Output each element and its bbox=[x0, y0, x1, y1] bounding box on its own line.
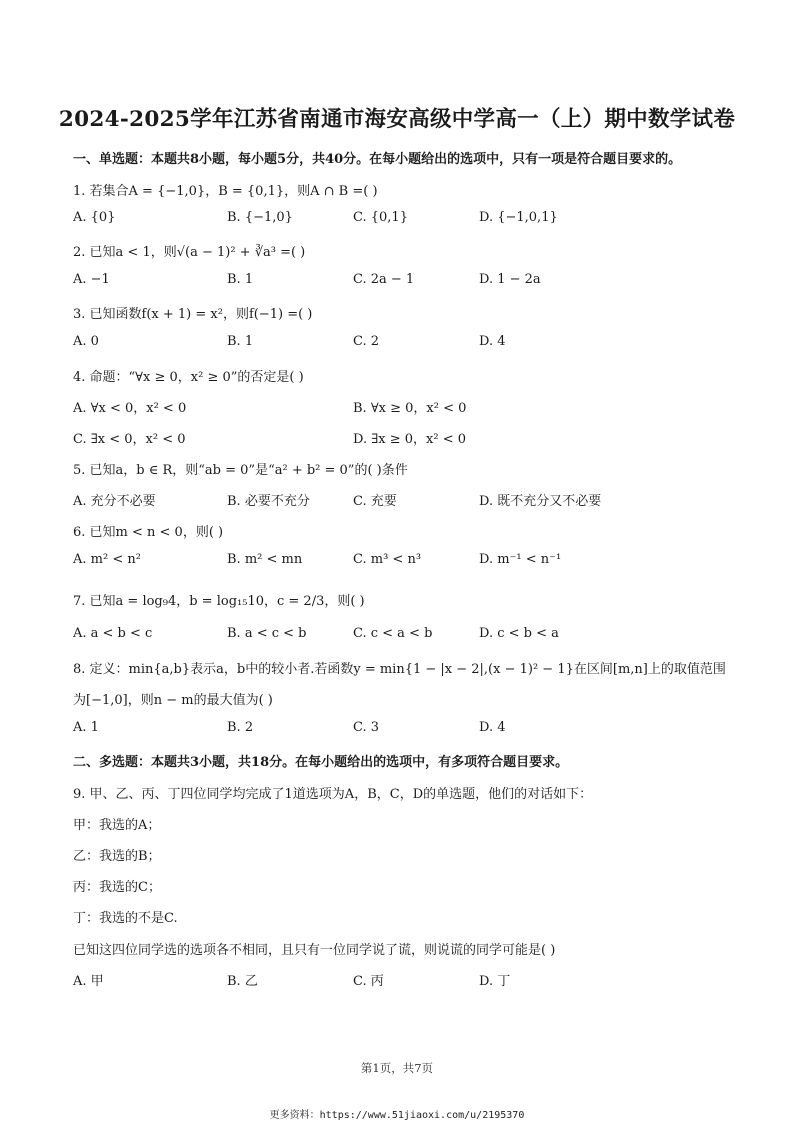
question-4-option-a: A. ∀x < 0，x² < 0 bbox=[73, 401, 187, 416]
question-9-jia-statement: 甲：我选的A； bbox=[73, 818, 161, 833]
question-5-option-d: D. 既不充分又不必要 bbox=[479, 494, 602, 509]
question-3-option-a: A. 0 bbox=[73, 334, 99, 349]
question-3-stem: 3. 已知函数f(x + 1) = x²，则f(−1) =( ) bbox=[73, 307, 313, 322]
section-single-choice-header: 一、单选题：本题共8小题，每小题5分，共40分。在每小题给出的选项中，只有一项是符合题目要求的。 bbox=[73, 152, 682, 167]
question-8-option-a: A. 1 bbox=[73, 720, 99, 735]
more-resources-link[interactable]: 更多资料：https://www.51jiaoxi.com/u/2195370 bbox=[269, 1110, 525, 1121]
question-1-option-a: A. {0} bbox=[73, 210, 116, 225]
question-9-ding-statement: 丁：我选的不是C. bbox=[73, 911, 178, 926]
question-3-option-b: B. 1 bbox=[227, 334, 254, 349]
question-9-question: 已知这四位同学选的选项各不相同，且只有一位同学说了谎，则说谎的同学可能是( ) bbox=[73, 943, 556, 958]
question-4-option-c: C. ∃x < 0，x² < 0 bbox=[73, 432, 186, 447]
question-8-option-d: D. 4 bbox=[479, 720, 506, 735]
question-3-option-c: C. 2 bbox=[353, 334, 380, 349]
page-number-footer: 第1页，共7页 bbox=[360, 1061, 434, 1075]
question-5-option-c: C. 充要 bbox=[353, 494, 397, 509]
question-9-option-c: C. 丙 bbox=[353, 974, 384, 989]
question-6-option-a: A. m² < n² bbox=[73, 552, 141, 567]
question-7-option-b: B. a < c < b bbox=[227, 626, 307, 641]
question-6-option-d: D. m⁻¹ < n⁻¹ bbox=[479, 552, 562, 567]
exam-title: 2024-2025学年江苏省南通市海安高级中学高一（上）期中数学试卷 bbox=[58, 107, 736, 132]
question-5-option-b: B. 必要不充分 bbox=[227, 494, 310, 509]
section-multiple-choice-header: 二、多选题：本题共3小题，共18分。在每小题给出的选项中，有多项符合题目要求。 bbox=[73, 755, 569, 770]
question-8-stem-line-2: 为[−1,0]，则n − m的最大值为( ) bbox=[73, 693, 273, 708]
question-7-option-a: A. a < b < c bbox=[73, 626, 153, 641]
question-2-option-d: D. 1 − 2a bbox=[479, 272, 541, 287]
question-9-stem: 9. 甲、乙、丙、丁四位同学均完成了1道选项为A，B，C，D的单选题，他们的对话如下： bbox=[73, 787, 593, 802]
question-2-option-a: A. −1 bbox=[73, 272, 110, 287]
question-6-option-c: C. m³ < n³ bbox=[353, 552, 422, 567]
question-8-option-b: B. 2 bbox=[227, 720, 254, 735]
question-1-option-c: C. {0,1} bbox=[353, 210, 408, 225]
question-9-bing-statement: 丙：我选的C； bbox=[73, 880, 161, 895]
question-2-option-c: C. 2a − 1 bbox=[353, 272, 415, 287]
question-2-option-b: B. 1 bbox=[227, 272, 254, 287]
question-4-stem: 4. 命题：“∀x ≥ 0，x² ≥ 0”的否定是( ) bbox=[73, 370, 304, 385]
question-4-option-d: D. ∃x ≥ 0，x² < 0 bbox=[353, 432, 467, 447]
question-1-option-d: D. {−1,0,1} bbox=[479, 210, 558, 225]
question-5-stem: 5. 已知a，b ∈ R，则“ab = 0”是“a² + b² = 0”的( )条件 bbox=[73, 463, 408, 478]
question-7-stem: 7. 已知a = log₉4，b = log₁₅10，c = 2/3，则( ) bbox=[73, 594, 365, 609]
question-8-option-c: C. 3 bbox=[353, 720, 380, 735]
question-9-yi-statement: 乙：我选的B； bbox=[73, 849, 161, 864]
question-7-option-d: D. c < b < a bbox=[479, 626, 559, 641]
question-6-stem: 6. 已知m < n < 0，则( ) bbox=[73, 525, 224, 540]
question-6-option-b: B. m² < mn bbox=[227, 552, 303, 567]
question-3-option-d: D. 4 bbox=[479, 334, 506, 349]
question-9-option-b: B. 乙 bbox=[227, 974, 258, 989]
question-1-option-b: B. {−1,0} bbox=[227, 210, 293, 225]
question-1-stem: 1. 若集合A = {−1,0}，B = {0,1}，则A ∩ B =( ) bbox=[73, 184, 378, 199]
question-8-stem-line-1: 8. 定义：min{a,b}表示a，b中的较小者.若函数y = min{1 − |x − 2|,(x − 1)² − 1}在区间[m,n]上的取值范围 bbox=[73, 662, 726, 677]
question-5-option-a: A. 充分不必要 bbox=[73, 494, 156, 509]
question-9-option-a: A. 甲 bbox=[73, 974, 104, 989]
question-7-option-c: C. c < a < b bbox=[353, 626, 433, 641]
question-2-stem: 2. 已知a < 1，则√(a − 1)² + ∛a³ =( ) bbox=[73, 245, 306, 260]
question-4-option-b: B. ∀x ≥ 0，x² < 0 bbox=[353, 401, 467, 416]
question-9-option-d: D. 丁 bbox=[479, 974, 511, 989]
